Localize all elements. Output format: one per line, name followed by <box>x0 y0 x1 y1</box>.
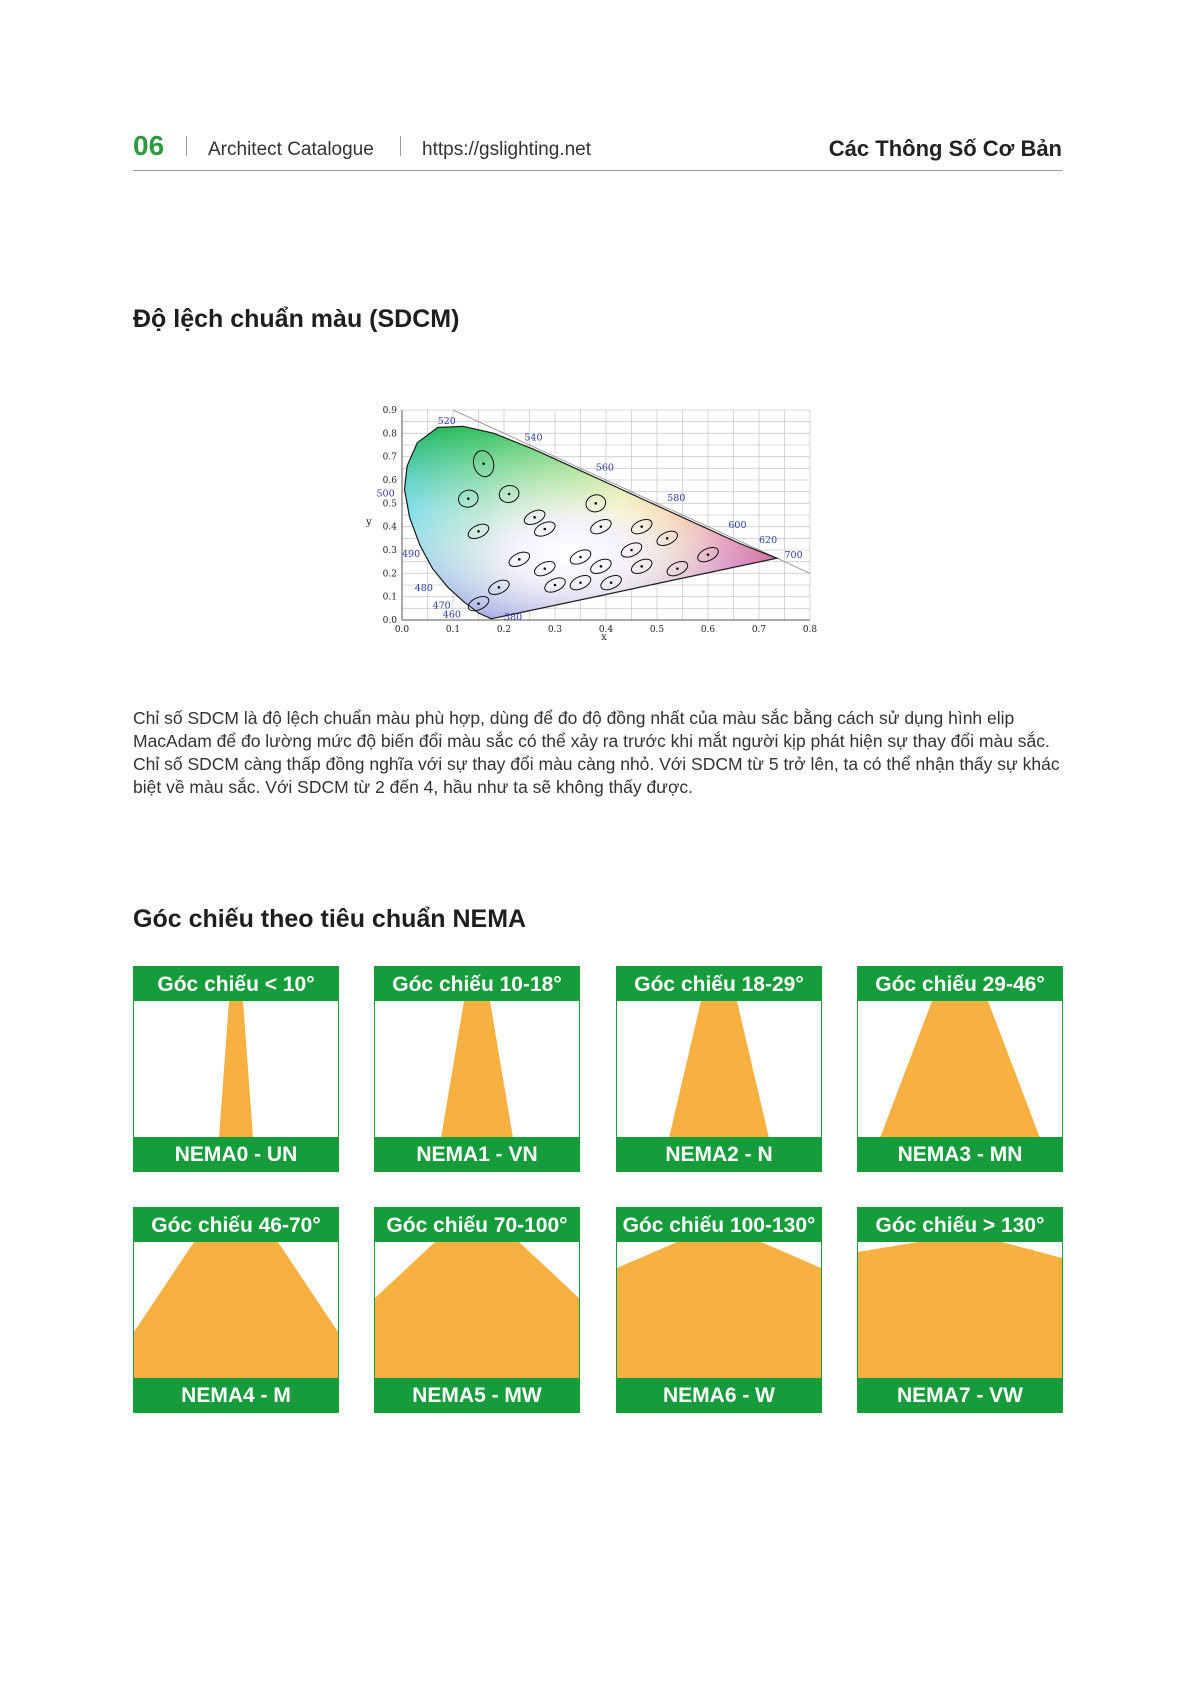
y-tick-label: 0.7 <box>382 452 397 463</box>
y-tick-label: 0.1 <box>382 592 397 603</box>
beam-shape-icon <box>134 1001 338 1138</box>
ellipse-center-point <box>610 581 613 584</box>
cie-chromaticity-chart <box>360 395 840 650</box>
wavelength-label: 540 <box>524 432 543 444</box>
ellipse-center-point <box>640 525 643 528</box>
nema-class-label: NEMA1 - VN <box>375 1137 579 1171</box>
x-axis-title: x <box>601 632 607 643</box>
ellipse-center-point <box>600 565 603 568</box>
nema-class-label: NEMA6 - W <box>617 1378 821 1412</box>
ellipse-center-point <box>676 567 679 570</box>
nema-tile <box>133 1207 339 1413</box>
wavelength-label: 460 <box>442 609 461 621</box>
ellipse-center-point <box>477 602 480 605</box>
header-divider <box>400 136 401 156</box>
nema-class-label: NEMA3 - MN <box>858 1137 1062 1171</box>
wavelength-label: 620 <box>759 535 778 546</box>
beam-angle-header: Góc chiếu 100-130° <box>617 1208 821 1242</box>
wavelength-label: 520 <box>437 416 456 427</box>
beam-angle-header: Góc chiếu < 10° <box>134 967 338 1001</box>
ellipse-center-point <box>498 586 501 589</box>
ellipse-center-point <box>533 516 536 519</box>
beam-angle-header: Góc chiếu > 130° <box>858 1208 1062 1242</box>
ellipse-center-point <box>554 584 557 587</box>
beam-angle-header: Góc chiếu 29-46° <box>858 967 1062 1001</box>
beam-shape-icon <box>858 1242 1062 1379</box>
x-tick-label: 0.7 <box>751 625 767 635</box>
beam-shape-icon <box>375 1001 579 1138</box>
ellipse-center-point <box>518 558 521 561</box>
y-tick-label: 0.8 <box>382 429 397 440</box>
ellipse-center-point <box>640 565 643 568</box>
y-tick-label: 0.2 <box>382 569 397 580</box>
nema-tile <box>374 966 580 1172</box>
ellipse-center-point <box>630 549 633 552</box>
beam-shape-icon <box>617 1242 821 1379</box>
ellipse-center-point <box>579 556 582 559</box>
x-tick-label: 0.0 <box>394 625 410 635</box>
sdcm-description: Chỉ số SDCM là độ lệch chuẩn màu phù hợp, dùng để đo độ đồng nhất của màu sắc bằng cách sử dụng hình elip MacAdam để đo lường mức độ biến đổi màu sắc có thể xảy ra trước khi mắt người kịp phát hiện sự thay đổi màu sắc. Chỉ số SDCM càng thấp đồng nghĩa với sự thay đổi màu càng nhỏ. Với SDCM từ 5 trở lên, ta có thể nhận thấy sự khác biệt về màu sắc. Với SDCM từ 2 đến 4, hầu như ta sẽ không thấy được. <box>133 708 1060 797</box>
wavelength-label: 700 <box>784 550 803 562</box>
beam-shape-icon <box>858 1001 1062 1138</box>
wavelength-label: 600 <box>728 519 747 531</box>
ellipse-center-point <box>477 530 480 533</box>
x-tick-label: 0.6 <box>700 625 716 635</box>
wavelength-label: 490 <box>402 549 421 560</box>
beam-angle-header: Góc chiếu 46-70° <box>134 1208 338 1242</box>
catalogue-name: Architect Catalogue <box>208 139 374 160</box>
beam-angle-header: Góc chiếu 10-18° <box>375 967 579 1001</box>
page-title: Các Thông Số Cơ Bản <box>828 136 1062 161</box>
x-tick-label: 0.2 <box>496 625 512 635</box>
ellipse-center-point <box>600 525 603 528</box>
ellipse-center-point <box>579 581 582 584</box>
wavelength-label: 500 <box>376 488 395 500</box>
nema-tile <box>374 1207 580 1413</box>
nema-tile <box>616 1207 822 1413</box>
x-tick-label: 0.1 <box>445 625 461 635</box>
page-header <box>133 128 1062 171</box>
ellipse-center-point <box>467 497 470 500</box>
page-number: 06 <box>133 130 165 161</box>
y-tick-label: 0.6 <box>382 476 397 486</box>
nema-tile <box>857 966 1063 1172</box>
website-link[interactable]: https://gslighting.net <box>422 139 591 160</box>
wavelength-label: 580 <box>667 493 686 504</box>
ellipse-center-point <box>544 528 547 531</box>
beam-shape-icon <box>375 1242 579 1379</box>
header-divider <box>186 136 187 156</box>
y-tick-label: 0.3 <box>382 546 397 556</box>
y-tick-label: 0.0 <box>382 616 397 626</box>
gamut-whitepoint <box>405 426 777 619</box>
nema-class-label: NEMA4 - M <box>134 1378 338 1412</box>
beam-shape-icon <box>134 1242 338 1379</box>
wavelength-label: 380 <box>504 612 523 623</box>
nema-class-label: NEMA7 - VW <box>858 1378 1062 1412</box>
ellipse-center-point <box>595 502 598 505</box>
ellipse-center-point <box>707 553 710 556</box>
spectral-locus <box>405 426 777 619</box>
nema-tile <box>133 966 339 1172</box>
wavelength-label: 560 <box>595 462 614 474</box>
ellipse-center-point <box>666 537 669 540</box>
wavelength-label: 480 <box>414 582 433 594</box>
ellipse-center-point <box>482 462 485 465</box>
sdcm-section-title: Độ lệch chuẩn màu (SDCM) <box>133 305 460 333</box>
nema-section-title: Góc chiếu theo tiêu chuẩn NEMA <box>133 905 527 933</box>
nema-tile <box>616 966 822 1172</box>
x-tick-label: 0.3 <box>547 625 563 635</box>
nema-class-label: NEMA0 - UN <box>134 1137 338 1171</box>
beam-shape-icon <box>617 1001 821 1138</box>
y-axis-title: y <box>366 517 372 528</box>
y-tick-label: 0.5 <box>382 499 397 510</box>
ellipse-center-point <box>544 567 547 570</box>
beam-angle-header: Góc chiếu 18-29° <box>617 967 821 1001</box>
x-tick-label: 0.4 <box>598 625 614 635</box>
y-tick-label: 0.9 <box>382 406 397 416</box>
ellipse-center-point <box>508 493 511 496</box>
nema-class-label: NEMA2 - N <box>617 1137 821 1171</box>
x-tick-label: 0.5 <box>649 625 665 635</box>
wavelength-label: 470 <box>432 600 451 612</box>
nema-class-label: NEMA5 - MW <box>375 1378 579 1412</box>
x-tick-label: 0.8 <box>802 625 818 635</box>
beam-angle-header: Góc chiếu 70-100° <box>375 1208 579 1242</box>
y-tick-label: 0.4 <box>382 522 397 533</box>
nema-tile <box>857 1207 1063 1413</box>
